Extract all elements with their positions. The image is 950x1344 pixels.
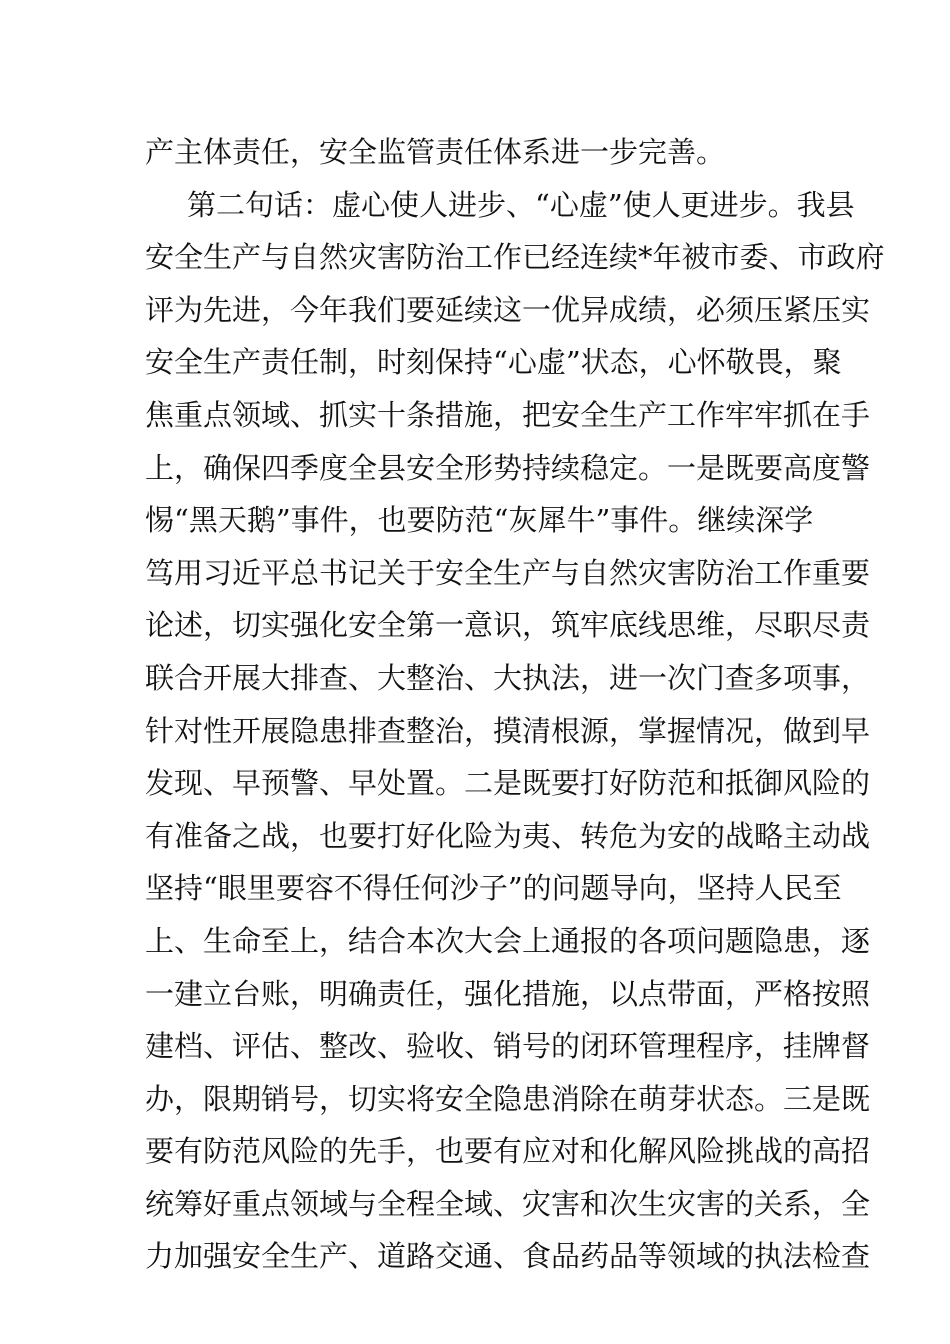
text-line: 安全生产与自然灾害防治工作已经连续*年被市委、市政府 <box>145 240 885 275</box>
text-line: 力加强安全生产、道路交通、食品药品等领域的执法检查 <box>145 1239 871 1274</box>
text-line: 要有防范风险的先手，也要有应对和化解风险挑战的高招 <box>145 1134 871 1169</box>
text-line: 办，限期销号，切实将安全隐患消除在萌芽状态。三是既 <box>145 1081 871 1116</box>
text-line: 笃用习近平总书记关于安全生产与自然灾害防治工作重要 <box>145 555 871 590</box>
text-line: 一建立台账，明确责任，强化措施，以点带面，严格按照 <box>145 976 871 1011</box>
text-line: 联合开展大排查、大整治、大执法，进一次门查多项事， <box>145 660 871 695</box>
text-line: 坚持“眼里要容不得任何沙子”的问题导向，坚持人民至 <box>145 871 842 906</box>
text-line: 论述，切实强化安全第一意识，筑牢底线思维，尽职尽责 <box>145 608 871 643</box>
text-line: 评为先进，今年我们要延续这一优异成绩，必须压紧压实 <box>145 292 871 327</box>
text-line: 有准备之战，也要打好化险为夷、转危为安的战略主动战 <box>145 818 871 853</box>
text-line: 上，确保四季度全县安全形势持续稳定。一是既要高度警 <box>145 450 871 485</box>
body-text <box>145 126 885 1283</box>
text-line: 产主体责任，安全监管责任体系进一步完善。 <box>145 135 726 169</box>
text-line: 上、生命至上，结合本次大会上通报的各项问题隐患，逐 <box>145 923 871 958</box>
text-line: 焦重点领域、抓实十条措施，把安全生产工作牢牢抓在手 <box>145 397 871 432</box>
text-line: 安全生产责任制，时刻保持“心虚”状态，心怀敬畏，聚 <box>145 345 842 380</box>
text-line: 针对性开展隐患排查整治，摸清根源，掌握情况，做到早 <box>145 713 871 748</box>
text-line: 发现、早预警、早处置。二是既要打好防范和抵御风险的 <box>145 766 871 801</box>
paragraph-start-line: 第二句话：虚心使人进步、“心虚”使人更进步。我县 <box>187 187 855 222</box>
text-line: 惕“黑天鹅”事件，也要防范“灰犀牛”事件。继续深学 <box>145 503 814 538</box>
text-line: 建档、评估、整改、验收、销号的闭环管理程序，挂牌督 <box>145 1029 871 1064</box>
text-line: 统筹好重点领域与全程全域、灾害和次生灾害的关系，全 <box>145 1186 871 1221</box>
